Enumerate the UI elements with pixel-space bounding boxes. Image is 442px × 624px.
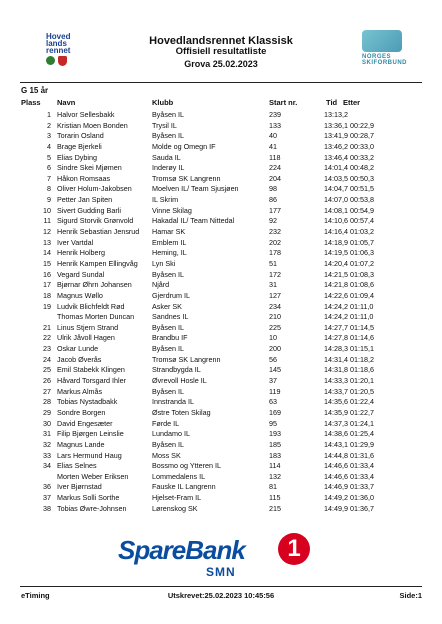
result-name: Torarin Osland [57, 131, 104, 141]
result-time: 13:36,1 00:22,9 [324, 120, 374, 130]
result-place: 10 [43, 205, 51, 215]
result-club: Lommedalens IL [152, 471, 206, 481]
result-time: 13:13,2 [324, 110, 348, 119]
result-place: 6 [47, 163, 51, 173]
result-name: Tobias Nystadbakk [57, 397, 118, 407]
result-time: 14:24,2 01:11,0 [324, 301, 374, 311]
result-name: Sondre Borgen [57, 407, 106, 417]
result-club: Molde og Omegn IF [152, 141, 216, 151]
list-subtitle: Offisiell resultatliste [175, 46, 267, 57]
result-time: 14:28,3 01:15,1 [324, 344, 374, 354]
result-name: Jacob Øverås [57, 354, 102, 364]
result-start-number: 41 [269, 141, 277, 151]
table-row [0, 291, 442, 302]
result-time: 14:46,6 01:33,4 [324, 461, 374, 471]
result-time: 14:24,2 01:11,0 [324, 312, 374, 322]
result-start-number: 51 [269, 258, 277, 268]
col-header-club: Klubb [152, 98, 174, 107]
result-time: 14:46,9 01:33,7 [324, 482, 374, 492]
result-time: 13:46,4 00:33,2 [324, 152, 374, 162]
table-row [0, 344, 442, 355]
result-club: Byåsen IL [152, 386, 184, 396]
result-club: Byåsen IL [152, 439, 184, 449]
col-header-time: Tid [326, 98, 338, 107]
result-place: 18 [43, 290, 51, 300]
result-start-number: 119 [269, 386, 281, 396]
result-time: 14:22,6 01:09,4 [324, 290, 374, 300]
result-place: 33 [43, 450, 51, 460]
result-time: 14:31,8 01:18,6 [324, 365, 374, 375]
result-time: 14:27,8 01:14,6 [324, 333, 374, 343]
logo-left-line-1: Hoved [46, 32, 71, 41]
result-club: Byåsen IL [152, 344, 184, 354]
table-row [0, 280, 442, 291]
result-name: Iver Bjørnstad [57, 482, 102, 492]
result-place: 2 [47, 120, 51, 130]
result-start-number: 132 [269, 471, 281, 481]
result-club: Lyn Ski [152, 258, 176, 268]
result-club: Lørenskog SK [152, 503, 198, 513]
table-row [0, 195, 442, 206]
result-time: 14:27,7 01:14,5 [324, 322, 374, 332]
result-name: Markus Almås [57, 386, 103, 396]
result-name: Iver Vartdal [57, 237, 94, 247]
result-start-number: 133 [269, 120, 281, 130]
result-club: Moelven IL/ Team Sjusjøen [152, 184, 239, 194]
result-name: Oskar Lunde [57, 344, 99, 354]
logo-right-text: NORGES SKIFORBUND [362, 54, 407, 66]
result-club: Vinne Skilag [152, 205, 192, 215]
result-place: 23 [43, 344, 51, 354]
divider-bottom [20, 586, 422, 587]
col-header-diff: Etter [343, 98, 361, 107]
result-place: 27 [43, 386, 51, 396]
result-place: 24 [43, 354, 51, 364]
table-row [0, 397, 442, 408]
sponsor-number: 1 [278, 533, 310, 565]
result-place: 25 [43, 365, 51, 375]
result-start-number: 127 [269, 290, 281, 300]
result-name: Vegard Sundal [57, 269, 105, 279]
table-row [0, 184, 442, 195]
result-place: 31 [43, 429, 51, 439]
table-row [0, 365, 442, 376]
table-row [0, 110, 442, 121]
result-start-number: 234 [269, 301, 281, 311]
result-place: 34 [43, 461, 51, 471]
result-place: 32 [43, 439, 51, 449]
result-name: Ulrik Jåvoll Hagen [57, 333, 115, 343]
result-time: 14:38,6 01:25,4 [324, 429, 374, 439]
logo-left-line-3: rennet [46, 46, 71, 55]
result-start-number: 210 [269, 312, 281, 322]
result-start-number: 215 [269, 503, 281, 513]
result-start-number: 204 [269, 173, 281, 183]
table-row [0, 440, 442, 451]
result-time: 14:49,2 01:36,0 [324, 493, 374, 503]
result-start-number: 10 [269, 333, 277, 343]
table-row [0, 451, 442, 462]
table-row [0, 312, 442, 323]
table-row [0, 206, 442, 217]
result-start-number: 86 [269, 195, 277, 205]
result-name: Linus Stjern Strand [57, 322, 119, 332]
result-name: Henrik Sebastian Jensrud [57, 227, 140, 237]
result-club: Byåsen IL [152, 322, 184, 332]
result-club: Heming, IL [152, 248, 187, 258]
result-place: 29 [43, 407, 51, 417]
footer-page: Side:1 [399, 591, 422, 600]
result-name: Elias Selnes [57, 461, 97, 471]
result-name: Halvor Sellesbakk [57, 110, 115, 119]
result-name: Markus Solli Sorthe [57, 493, 120, 503]
result-time: 14:21,8 01:08,6 [324, 280, 374, 290]
result-name: Henrik Kampen Ellingvåg [57, 258, 138, 268]
result-start-number: 98 [269, 184, 277, 194]
place-date: Grova 25.02.2023 [184, 59, 258, 69]
result-time: 14:19,5 01:06,3 [324, 248, 374, 258]
result-start-number: 114 [269, 461, 281, 471]
table-row [0, 142, 442, 153]
result-time: 14:10,6 00:57,4 [324, 216, 374, 226]
result-place: 36 [43, 482, 51, 492]
result-name: Filip Bjørgen Leinslie [57, 429, 124, 439]
result-place: 19 [43, 301, 51, 311]
result-name: Kristian Moen Bonden [57, 120, 128, 130]
result-time: 14:49,9 01:36,7 [324, 503, 374, 513]
result-club: Njård [152, 280, 170, 290]
result-time: 14:35,9 01:22,7 [324, 407, 374, 417]
result-name: Emil Stabekk Klingen [57, 365, 125, 375]
result-club: Sauda IL [152, 152, 181, 162]
result-name: Morten Weber Eriksen [57, 471, 129, 481]
result-start-number: 145 [269, 365, 281, 375]
result-start-number: 177 [269, 205, 281, 215]
result-start-number: 95 [269, 418, 277, 428]
result-time: 14:21,5 01:08,3 [324, 269, 374, 279]
result-place: 38 [43, 503, 51, 513]
result-place: 17 [43, 280, 51, 290]
result-club: Asker SK [152, 301, 182, 311]
col-header-place: Plass [21, 98, 41, 107]
result-time: 14:37,3 01:24,1 [324, 418, 374, 428]
result-club: Innstranda IL [152, 397, 194, 407]
result-place: 9 [47, 195, 51, 205]
col-header-name: Navn [57, 98, 76, 107]
table-row [0, 238, 442, 249]
result-club: Strandbygda IL [152, 365, 201, 375]
result-club: Bossmo og Ytteren IL [152, 461, 221, 471]
result-time: 14:33,7 01:20,5 [324, 386, 374, 396]
table-row [0, 302, 442, 313]
result-place: 3 [47, 131, 51, 141]
result-start-number: 115 [269, 493, 281, 503]
result-name: Magnus Wøllo [57, 290, 103, 300]
result-time: 14:43,1 01:29,9 [324, 439, 374, 449]
result-start-number: 225 [269, 322, 281, 332]
result-name: Henrik Holberg [57, 248, 105, 258]
table-row [0, 323, 442, 334]
table-row [0, 248, 442, 259]
result-name: Magnus Lande [57, 439, 105, 449]
result-time: 14:31,4 01:18,2 [324, 354, 374, 364]
result-name: Elias Dybing [57, 152, 97, 162]
logo-left-line-2: lands [46, 39, 67, 48]
result-place: 8 [47, 184, 51, 194]
table-row [0, 216, 442, 227]
table-row [0, 387, 442, 398]
result-club: Hakadal IL/ Team Nittedal [152, 216, 235, 226]
result-name: Oliver Holum-Jakobsen [57, 184, 132, 194]
result-place: 16 [43, 269, 51, 279]
result-name: Sindre Skei Mjømen [57, 163, 122, 173]
result-place: 15 [43, 258, 51, 268]
footer-printed: Utskrevet:25.02.2023 10:45:56 [167, 591, 275, 600]
table-row [0, 504, 442, 515]
table-row [0, 333, 442, 344]
result-name: Brage Bjerkeli [57, 141, 102, 151]
result-name: Thomas Morten Duncan [57, 312, 135, 322]
result-club: Byåsen IL [152, 131, 184, 141]
table-row [0, 472, 442, 483]
result-start-number: 232 [269, 227, 281, 237]
result-start-number: 169 [269, 407, 281, 417]
result-club: Gjerdrum IL [152, 290, 190, 300]
results-table [0, 110, 442, 514]
sponsor-name: SpareBank [118, 535, 245, 565]
result-time: 14:46,6 01:33,4 [324, 471, 374, 481]
result-start-number: 178 [269, 248, 281, 258]
result-place: 26 [43, 376, 51, 386]
result-start-number: 40 [269, 131, 277, 141]
result-name: Petter Jan Spiten [57, 195, 113, 205]
sponsor-sub: SMN [206, 565, 236, 579]
result-time: 14:03,5 00:50,3 [324, 173, 374, 183]
result-time: 14:08,1 00:54,9 [324, 205, 374, 215]
result-start-number: 202 [269, 237, 281, 247]
result-place: 30 [43, 418, 51, 428]
table-row [0, 461, 442, 472]
result-time: 14:44,8 01:31,6 [324, 450, 374, 460]
result-place: 14 [43, 248, 51, 258]
result-club: Hjelset-Fram IL [152, 493, 202, 503]
result-club: Hamar SK [152, 227, 186, 237]
table-row [0, 153, 442, 164]
result-place: 28 [43, 397, 51, 407]
table-row [0, 408, 442, 419]
result-club: Byåsen IL [152, 269, 184, 279]
result-place: 5 [47, 152, 51, 162]
result-time: 14:16,4 01:03,2 [324, 227, 374, 237]
result-time: 14:18,9 01:05,7 [324, 237, 374, 247]
table-row [0, 270, 442, 281]
result-club: Moss SK [152, 450, 181, 460]
result-place: 22 [43, 333, 51, 343]
table-row [0, 355, 442, 366]
result-club: Lundamo IL [152, 429, 190, 439]
result-start-number: 81 [269, 482, 277, 492]
result-start-number: 92 [269, 216, 277, 226]
table-row [0, 482, 442, 493]
result-club: Østre Toten Skilag [152, 407, 211, 417]
table-row [0, 174, 442, 185]
col-header-start: Start nr. [269, 98, 298, 107]
result-start-number: 56 [269, 354, 277, 364]
result-club: Tromsø SK Langrenn [152, 354, 221, 364]
table-row [0, 163, 442, 174]
result-name: Tobias Øwre-Johnsen [57, 503, 127, 513]
result-place: 1 [47, 110, 51, 119]
result-place: 21 [43, 322, 51, 332]
table-row [0, 493, 442, 504]
result-place: 13 [43, 237, 51, 247]
result-time: 14:04,7 00:51,5 [324, 184, 374, 194]
divider-top [20, 82, 422, 83]
result-start-number: 118 [269, 152, 281, 162]
result-place: 12 [43, 227, 51, 237]
result-start-number: 31 [269, 280, 277, 290]
result-start-number: 239 [269, 110, 281, 119]
table-row [0, 419, 442, 430]
result-name: Sivert Gudding Barli [57, 205, 121, 215]
result-start-number: 172 [269, 269, 281, 279]
result-time: 14:07,0 00:53,8 [324, 195, 374, 205]
result-name: Håkon Romsaas [57, 173, 111, 183]
result-club: Tromsø SK Langrenn [152, 173, 221, 183]
result-club: Inderøy IL [152, 163, 185, 173]
result-club: Fauske IL Langrenn [152, 482, 216, 492]
result-start-number: 183 [269, 450, 281, 460]
result-time: 14:01,4 00:48,2 [324, 163, 374, 173]
sparebank-logo [118, 533, 308, 585]
result-start-number: 224 [269, 163, 281, 173]
result-club: Brandbu IF [152, 333, 188, 343]
result-start-number: 37 [269, 376, 277, 386]
result-name: David Engesæter [57, 418, 113, 428]
result-name: Lars Hermund Haug [57, 450, 122, 460]
table-row [0, 227, 442, 238]
result-club: Førde IL [152, 418, 180, 428]
table-row [0, 259, 442, 270]
result-start-number: 185 [269, 439, 281, 449]
result-start-number: 63 [269, 397, 277, 407]
result-place: 4 [47, 141, 51, 151]
event-title: Hovedlandsrennet Klassisk [149, 35, 293, 47]
result-start-number: 200 [269, 344, 281, 354]
table-row [0, 121, 442, 132]
result-time: 13:46,2 00:33,0 [324, 141, 374, 151]
result-name: Ludvik Blichfeldt Rød [57, 301, 125, 311]
class-title: G 15 år [21, 86, 49, 95]
result-club: Sandnes IL [152, 312, 189, 322]
result-name: Sigurd Storvik Grønvold [57, 216, 134, 226]
table-row [0, 376, 442, 387]
result-club: Trysil IL [152, 120, 177, 130]
result-place: 37 [43, 493, 51, 503]
result-place: 7 [47, 173, 51, 183]
result-start-number: 193 [269, 429, 281, 439]
result-place: 11 [43, 216, 51, 226]
table-row [0, 131, 442, 142]
result-club: Emblem IL [152, 237, 187, 247]
result-club: Byåsen IL [152, 110, 184, 119]
result-name: Bjørnar Øhrn Johansen [57, 280, 132, 290]
result-time: 14:33,3 01:20,1 [324, 376, 374, 386]
result-time: 13:41,9 00:28,7 [324, 131, 374, 141]
result-time: 14:20,4 01:07,2 [324, 258, 374, 268]
table-row [0, 429, 442, 440]
result-club: IL Skrim [152, 195, 179, 205]
result-name: Håvard Torsgard Ihler [57, 376, 126, 386]
result-time: 14:35,6 01:22,4 [324, 397, 374, 407]
footer-left: eTiming [21, 591, 50, 600]
result-club: Øvrevoll Hosle IL [152, 376, 207, 386]
